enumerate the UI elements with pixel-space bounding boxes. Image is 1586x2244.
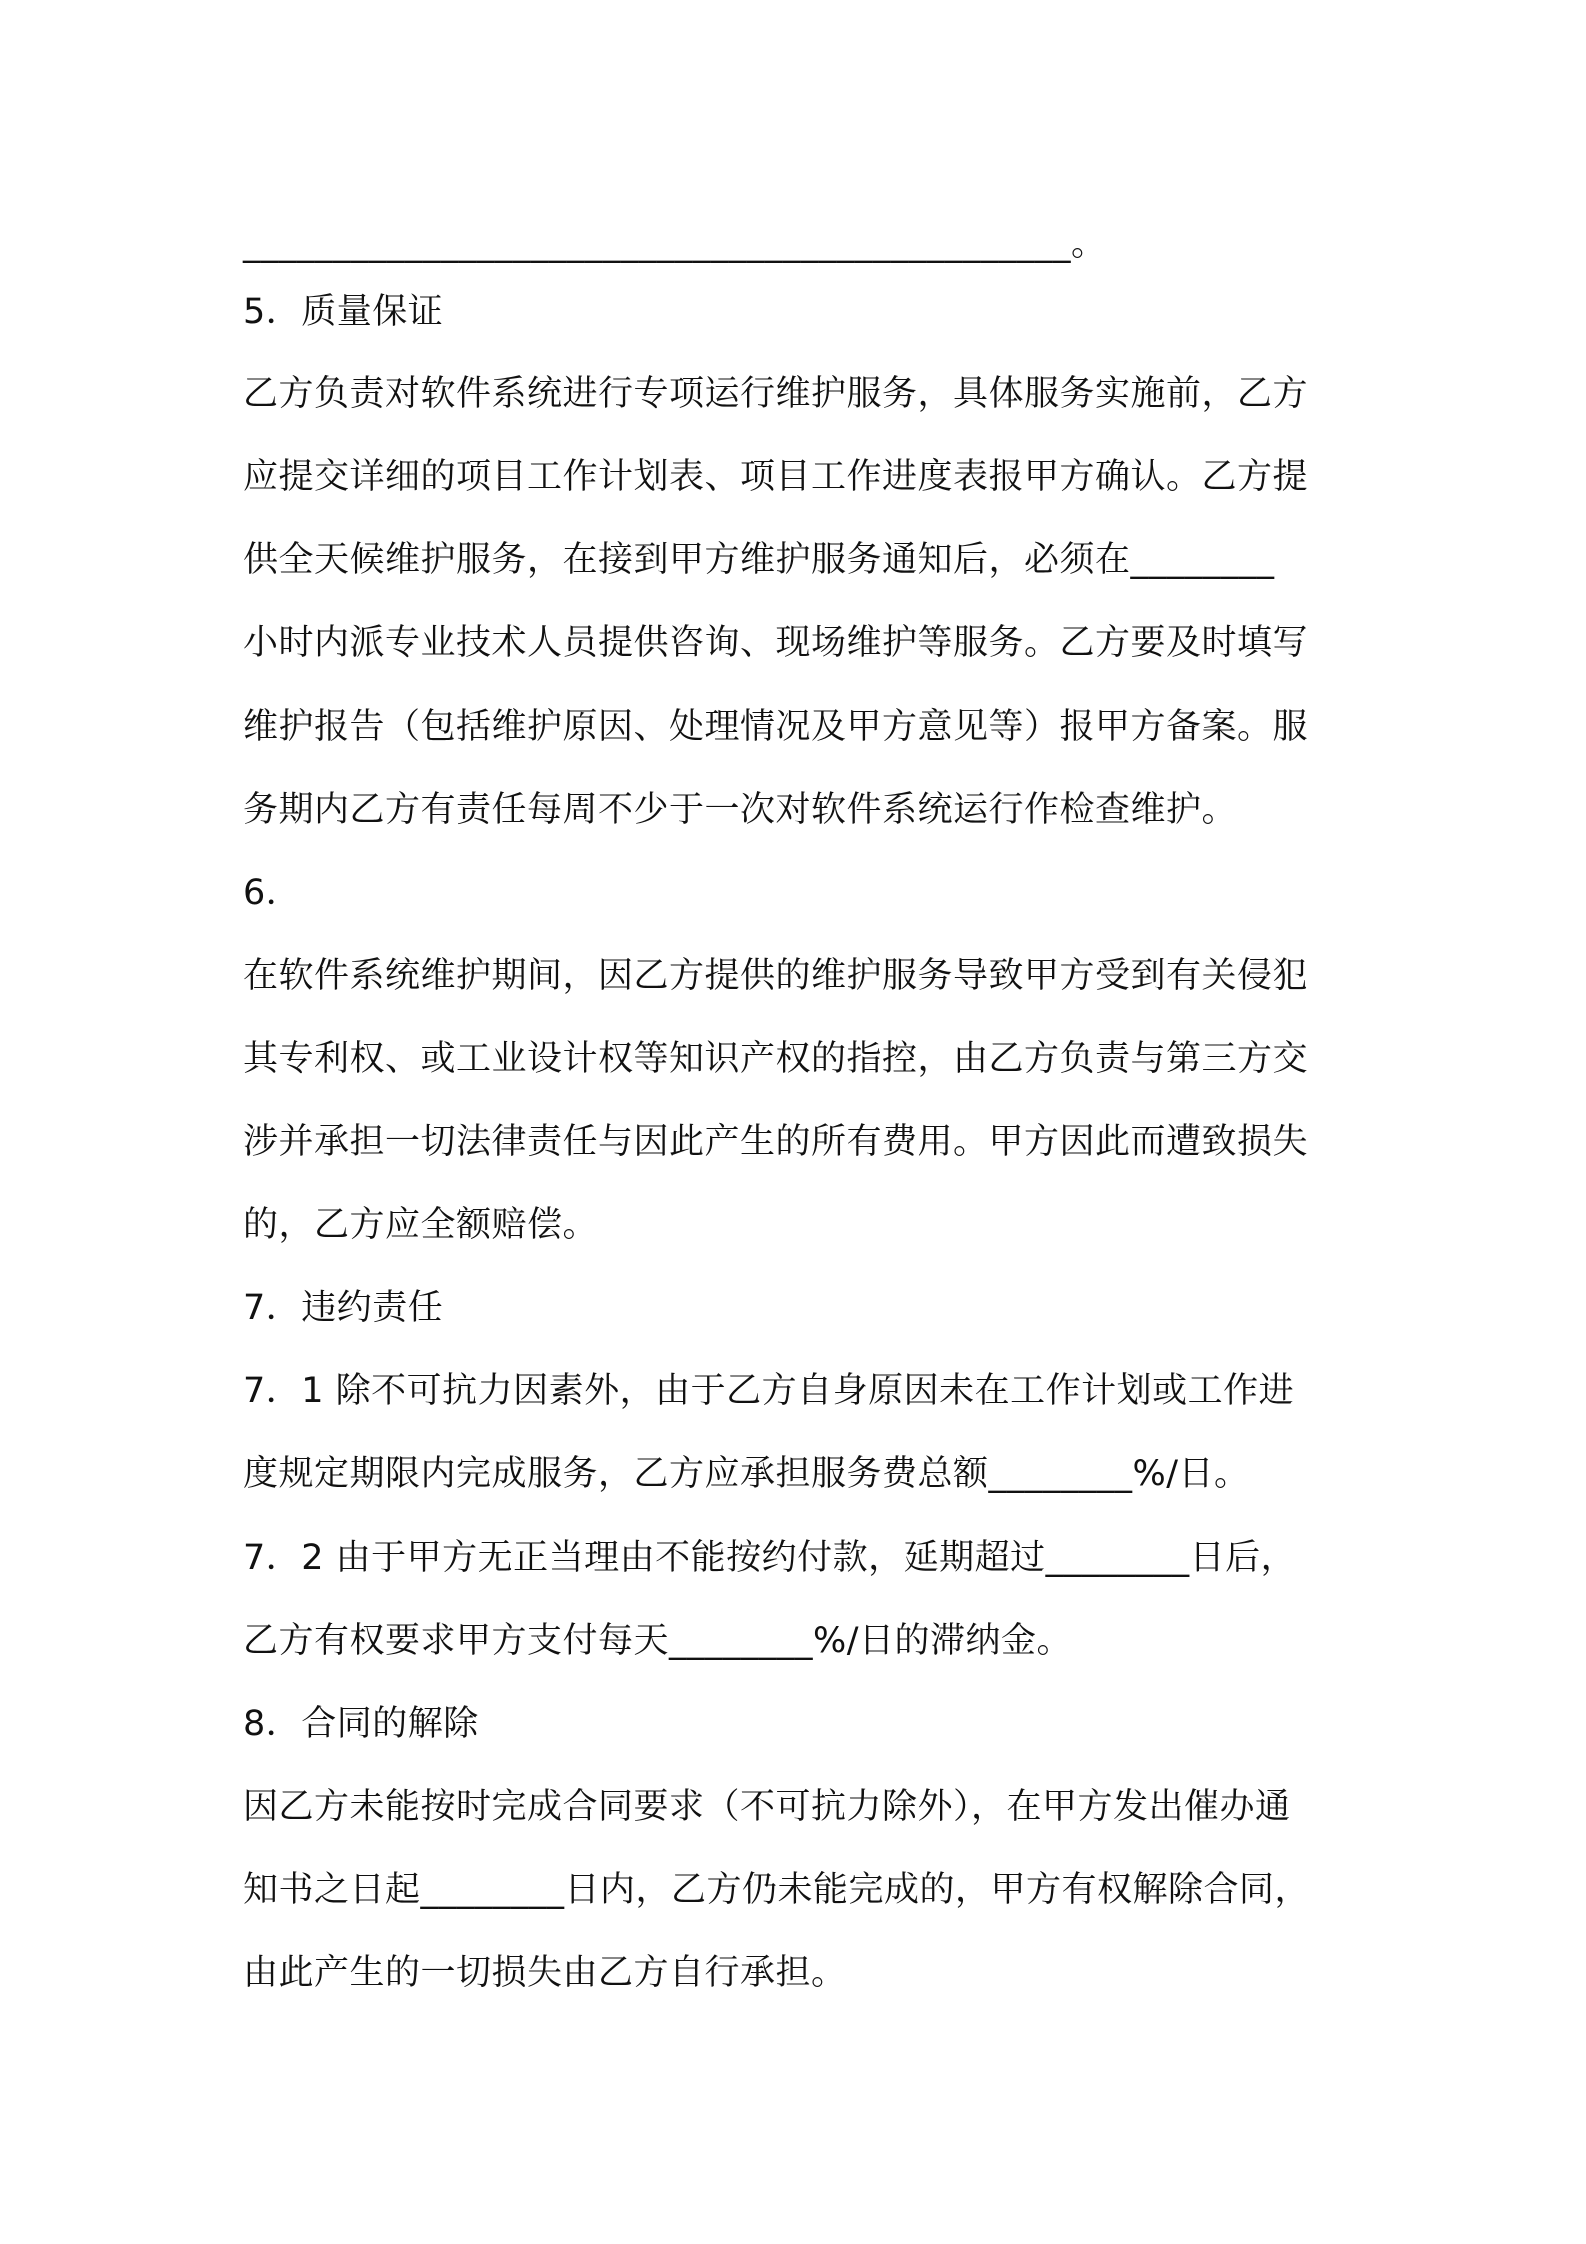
clause-7-1-line: 7．1 除不可抗力因素外，由于乙方自身原因未在工作计划或工作进 <box>243 1371 1295 1411</box>
section-7-heading: 7．违约责任 <box>243 1288 444 1328</box>
paragraph-line: 由此产生的一切损失由乙方自行承担。 <box>243 1953 847 1993</box>
section-8-heading: 8．合同的解除 <box>243 1704 479 1744</box>
paragraph-line: 乙方负责对软件系统进行专项运行维护服务，具体服务实施前，乙方 <box>243 374 1309 414</box>
paragraph-line: 因乙方未能按时完成合同要求（不可抗力除外），在甲方发出催办通 <box>243 1787 1291 1827</box>
paragraph-line: 的，乙方应全额赔偿。 <box>243 1205 599 1245</box>
paragraph-line: 务期内乙方有责任每周不少于一次对软件系统运行作检查维护。 <box>243 790 1238 830</box>
paragraph-line: 维护报告（包括维护原因、处理情况及甲方意见等）报甲方备案。服 <box>243 707 1309 747</box>
paragraph-line: 小时内派专业技术人员提供咨询、现场维护等服务。乙方要及时填写 <box>243 623 1309 663</box>
paragraph-line: 供全天候维护服务，在接到甲方维护服务通知后，必须在________ <box>243 540 1275 580</box>
section-6-heading: 6． <box>243 873 302 913</box>
paragraph-line: 其专利权、或工业设计权等知识产权的指控，由乙方负责与第三方交 <box>243 1039 1309 1079</box>
clause-7-2-line: 7．2 由于甲方无正当理由不能按约付款，延期超过________日后， <box>243 1538 1297 1578</box>
paragraph-line: 在软件系统维护期间，因乙方提供的维护服务导致甲方受到有关侵犯 <box>243 956 1309 996</box>
paragraph-line: 涉并承担一切法律责任与因此产生的所有费用。甲方因此而遭致损失 <box>243 1122 1309 1162</box>
paragraph-line: 知书之日起________日内，乙方仍未能完成的，甲方有权解除合同， <box>243 1870 1311 1910</box>
clause-7-2-line: 乙方有权要求甲方支付每天________%/日的滞纳金。 <box>243 1621 1073 1661</box>
clause-7-1-line: 度规定期限内完成服务，乙方应承担服务费总额________%/日。 <box>243 1454 1250 1494</box>
blank-fill-line: ______________________________________________。 <box>243 224 1107 264</box>
paragraph-line: 应提交详细的项目工作计划表、项目工作进度表报甲方确认。乙方提 <box>243 457 1309 497</box>
section-5-heading: 5．质量保证 <box>243 292 444 332</box>
